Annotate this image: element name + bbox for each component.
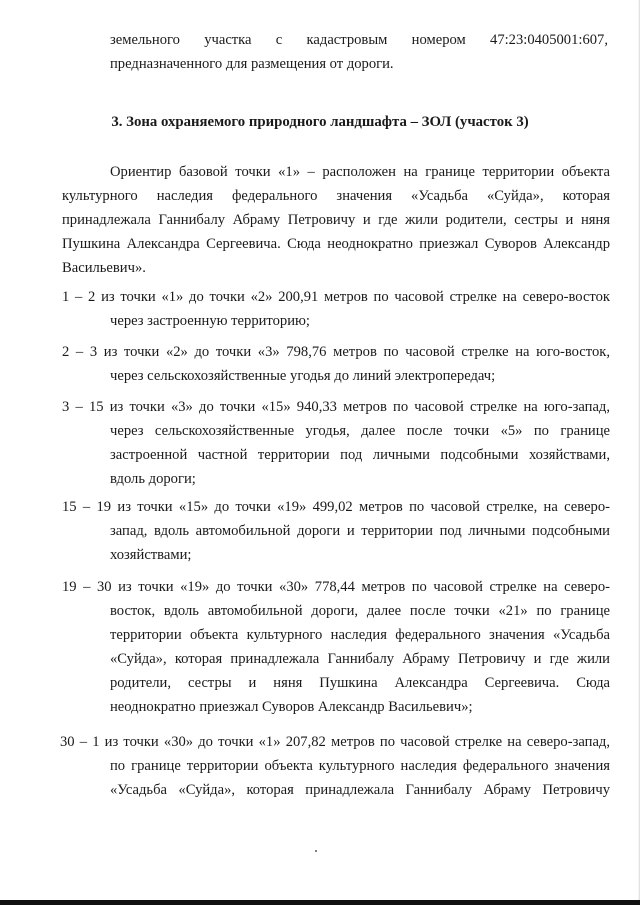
paragraph-line: Ориентир базовой точки «1» – расположен на границе территории объекта: [110, 164, 610, 180]
segment-line: 30 – 1 из точки «30» до точки «1» 207,82 метров по часовой стрелке на северо-запад,: [60, 734, 610, 750]
boundary-segment: [62, 285, 610, 333]
boundary-segment: [62, 340, 610, 388]
segment-line: застроенной частной территории под личными подсобными хозяйствами,: [110, 447, 610, 463]
segment-line: неоднократно приезжал Суворов Александр Васильевич»;: [110, 699, 473, 715]
boundary-segment: [62, 730, 610, 802]
continuation-line: земельного участка с кадастровым номером 47:23:0405001:607,: [110, 32, 608, 48]
segment-line: родители, сестры и няня Пушкина Александра Сергеевича. Сюда: [110, 675, 610, 691]
boundary-segment: [62, 575, 610, 719]
segment-line: восток, вдоль автомобильной дороги, далее после точки «21» по границе: [110, 603, 610, 619]
scan-speck: [315, 850, 317, 852]
intro-paragraph: [62, 160, 610, 280]
segment-line: 3 – 15 из точки «3» до точки «15» 940,33 метров по часовой стрелке на юго-запад,: [62, 399, 610, 415]
paragraph-line: Васильевич».: [62, 260, 146, 276]
paragraph-line: принадлежала Ганнибалу Абраму Петровичу и где жили родители, сестры и няня: [62, 212, 610, 228]
segment-line: через застроенную территорию;: [110, 313, 310, 329]
segment-line: «Суйда», которая принадлежала Ганнибалу Абраму Петровичу и где жили: [110, 651, 610, 667]
paragraph-line: культурного наследия федерального значения «Усадьба «Суйда», которая: [62, 188, 610, 204]
segment-line: «Усадьба «Суйда», которая принадлежала Ганнибалу Абраму Петровичу: [110, 782, 610, 798]
segment-line: 1 – 2 из точки «1» до точки «2» 200,91 метров по часовой стрелке на северо-восток: [62, 289, 610, 305]
continuation-text: [110, 28, 608, 76]
scan-bottom-edge: [0, 900, 640, 905]
segment-line: запад, вдоль автомобильной дороги и территории под личными подсобными: [110, 523, 610, 539]
segment-line: территории объекта культурного наследия федерального значения «Усадьба: [110, 627, 610, 643]
paragraph-line: Пушкина Александра Сергеевича. Сюда неоднократно приезжал Суворов Александр: [62, 236, 610, 252]
segment-line: через сельскохозяйственные угодья, далее после точки «5» по границе: [110, 423, 610, 439]
segment-line: по границе территории объекта культурного наследия федерального значения: [110, 758, 610, 774]
continuation-line: предназначенного для размещения от дороги.: [110, 56, 394, 72]
segment-line: через сельскохозяйственные угодья до линий электропередач;: [110, 368, 496, 384]
segment-line: 15 – 19 из точки «15» до точки «19» 499,02 метров по часовой стрелке, на северо-: [62, 499, 610, 515]
segment-line: хозяйствами;: [110, 547, 192, 563]
section-heading: 3. Зона охраняемого природного ландшафта – ЗОЛ (участок 3): [111, 114, 529, 130]
segment-line: вдоль дороги;: [110, 471, 196, 487]
segment-line: 2 – 3 из точки «2» до точки «3» 798,76 метров по часовой стрелке на юго-восток,: [62, 344, 610, 360]
boundary-segment: [62, 395, 610, 491]
boundary-segment: [62, 495, 610, 567]
segment-line: 19 – 30 из точки «19» до точки «30» 778,44 метров по часовой стрелке на северо-: [62, 579, 610, 595]
